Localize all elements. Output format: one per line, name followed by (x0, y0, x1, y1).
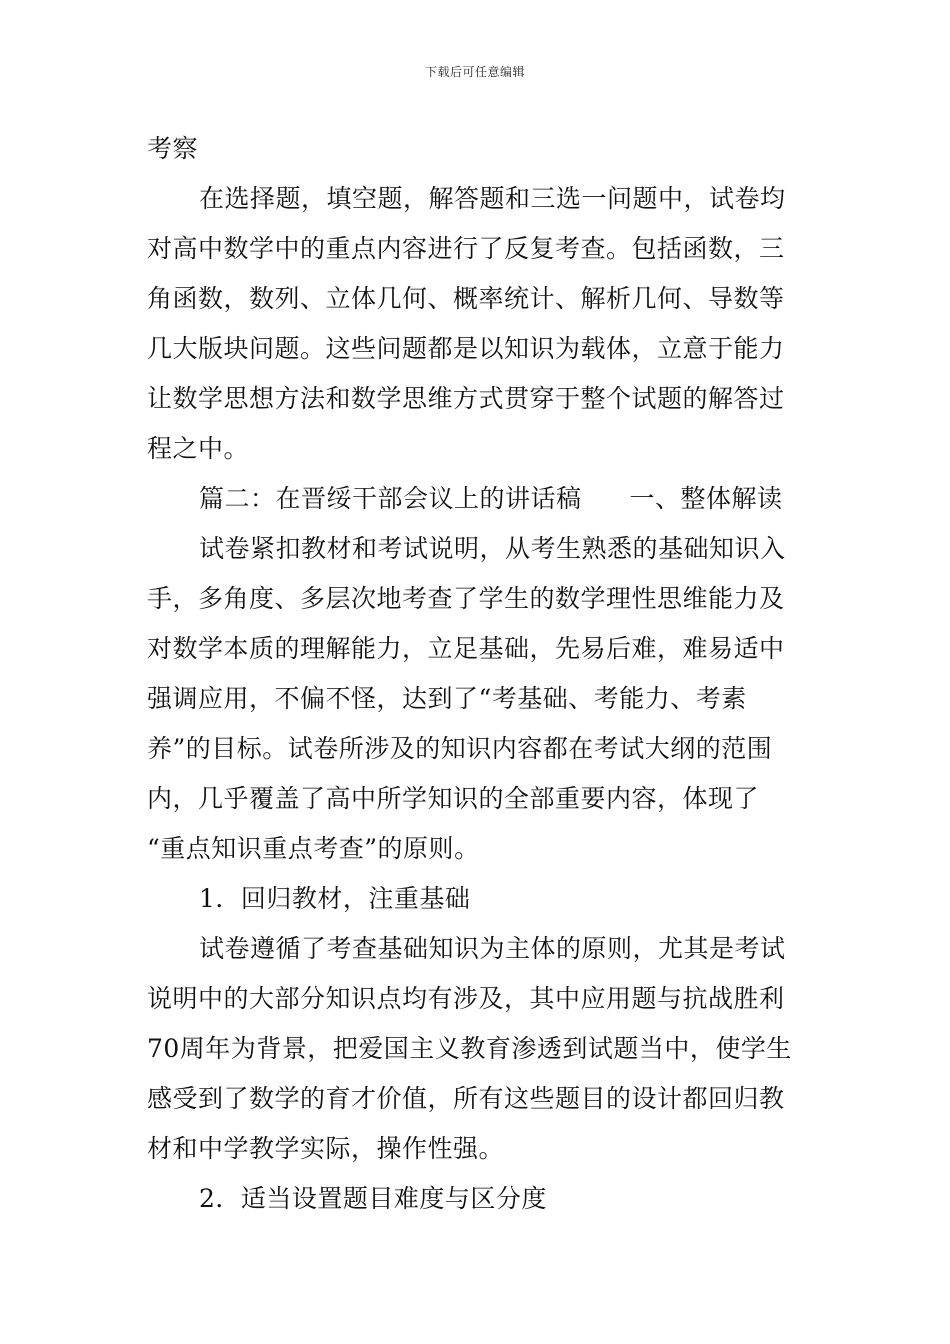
text-line: 内，几乎覆盖了高中所学知识的全部重要内容，体现了 (147, 784, 760, 813)
text-line: 70周年为背景，把爱国主义教育渗透到试题当中，使学生 (147, 1034, 792, 1063)
section-title: 篇二：在晋绥干部会议上的讲话稿 (199, 484, 582, 513)
text-line: 说明中的大部分知识点均有涉及，其中应用题与抗战胜利 (147, 984, 785, 1013)
section-subtitle: 一、整体解读 (629, 484, 783, 513)
text-line: 几大版块问题。这些问题都是以知识为载体，立意于能力 (147, 334, 785, 363)
subsection-heading: 1．回归教材，注重基础 (199, 884, 471, 913)
text-line: 养”的目标。试卷所涉及的知识内容都在考试大纲的范围 (147, 734, 773, 763)
document-body (147, 124, 807, 1224)
section-heading-line (147, 474, 807, 524)
paragraph-start-line: 试卷遵循了考查基础知识为主体的原则，尤其是考试 (199, 934, 786, 963)
text-line: 对高中数学中的重点内容进行了反复考查。包括函数，三 (147, 234, 785, 263)
text-line: 让数学思想方法和数学思维方式贯穿于整个试题的解答过 (147, 384, 785, 413)
page-header: 下载后可任意编辑 (424, 65, 525, 79)
subsection-heading: 2．适当设置题目难度与区分度 (199, 1184, 547, 1213)
paragraph-start-line: 在选择题，填空题，解答题和三选一问题中，试卷均 (199, 184, 786, 213)
text-line: 强调应用，不偏不怪，达到了“考基础、考能力、考素 (147, 684, 747, 713)
text-line: “重点知识重点考查”的原则。 (147, 834, 480, 863)
text-line: 对数学本质的理解能力，立足基础，先易后难，难易适中 (147, 634, 785, 663)
text-line: 角函数，数列、立体几何、概率统计、解析几何、导数等 (147, 284, 785, 313)
text-line: 感受到了数学的育才价值，所有这些题目的设计都回归教 (147, 1084, 785, 1113)
text-line: 程之中。 (147, 434, 250, 463)
paragraph-start-line: 试卷紧扣教材和考试说明，从考生熟悉的基础知识入 (199, 534, 786, 563)
text-line: 考察 (147, 134, 199, 163)
text-line: 手，多角度、多层次地考查了学生的数学理性思维能力及 (147, 584, 785, 613)
text-line: 材和中学教学实际，操作性强。 (147, 1134, 505, 1163)
